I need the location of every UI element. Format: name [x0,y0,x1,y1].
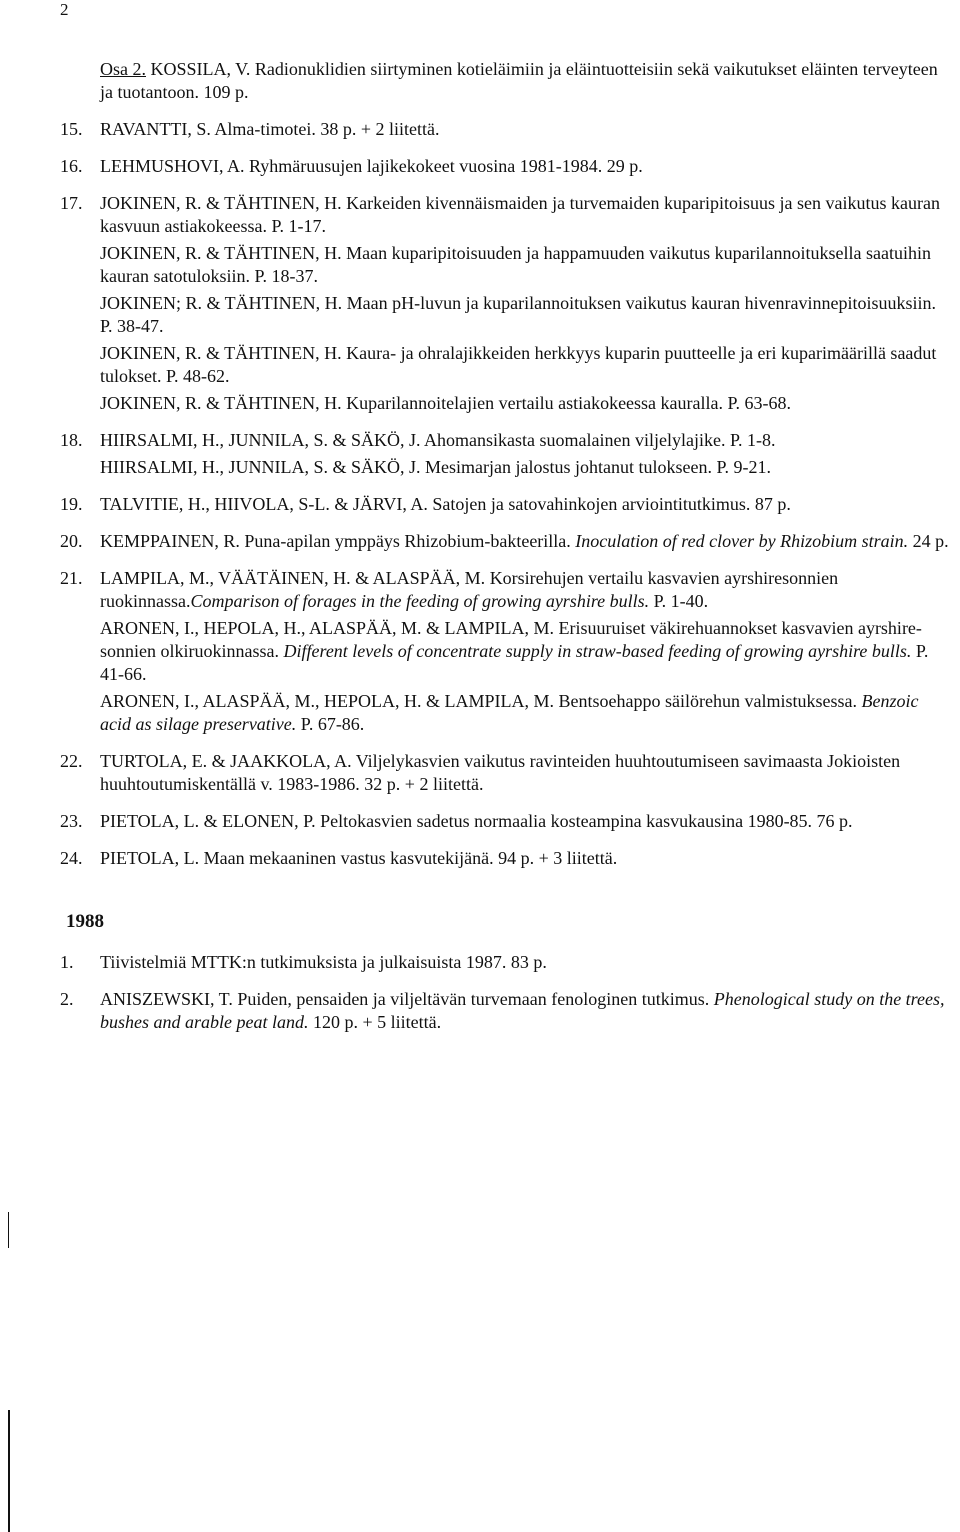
entry-number: 21. [60,568,83,588]
citation-authors: KOSSILA, V. [150,59,251,79]
citation-english-title: Inoculation of red clover by Rhizobium strain. [575,531,909,551]
publication-entry [60,810,950,833]
citation [100,951,950,974]
citation-text: Puna-apilan ymppäys Rhizobium-bakteerilla. [239,531,576,551]
citation-text: Viljelykasvien vaikutus ravinteiden huuhtoutumiseen savimaasta Jokioisten huuhtoutumiskentällä v. 1983-1986. 32 p. + 2 liitettä. [100,751,901,794]
entry-number: 1. [60,952,74,972]
citation [100,847,950,870]
citation-authors: HIIRSALMI, H., JUNNILA, S. & SÄKÖ, J. [100,430,421,450]
citation [100,530,950,553]
citation-authors: HIIRSALMI, H., JUNNILA, S. & SÄKÖ, J. [100,457,421,477]
citation-authors: PIETOLA, L. [100,848,200,868]
entry-body [100,567,950,736]
entry-number: 24. [60,848,83,868]
entry-number: 22. [60,751,83,771]
citation [100,690,950,736]
citation-authors: JOKINEN, R. & TÄHTINEN, H. [100,243,342,263]
citation-text: Korsirehujen vertailu kasvavien ayrshiresonnien ruokinnassa. [100,568,839,611]
publication-list-1987 [60,58,950,870]
publication-entry [60,192,950,415]
citation-authors: TALVITIE, H., HIIVOLA, S-L. & JÄRVI, A. [100,494,428,514]
citation-text: Ryhmäruusujen lajikekokeet vuosina 1981-1984. 29 p. [244,156,643,176]
entry-number: 2. [60,989,74,1009]
citation-authors: PIETOLA, L. & ELONEN, P. [100,811,316,831]
publication-entry [60,988,950,1034]
entry-body [100,493,950,516]
citation [100,810,950,833]
citation [100,988,950,1034]
citation-text: Kuparilannoitelajien vertailu astiakokeessa kauralla. P. 63-68. [341,393,792,413]
citation-authors: LAMPILA, M., VÄÄTÄINEN, H. & ALASPÄÄ, M. [100,568,486,588]
entry-number: 15. [60,119,83,139]
citation-english-title: Different levels of concentrate supply in straw-based feeding of growing ayrshire bulls. [283,641,912,661]
citation-authors: TURTOLA, E. & JAAKKOLA, A. [100,751,352,771]
citation-text: Peltokasvien sadetus normaalia kosteampina kasvukausina 1980-85. 76 p. [315,811,853,831]
citation [100,342,950,388]
citation-text: Erisuuruiset väkirehuannokset kasvavien ayrshire-sonnien olkiruokinnassa. [100,618,922,661]
entry-body [100,118,950,141]
publication-entry [60,847,950,870]
citation-text: Puiden, pensaiden ja viljeltävän turvemaan fenologinen tutkimus. [232,989,714,1009]
entry-number: 17. [60,193,83,213]
citation-text: 120 p. + 5 liitettä. [308,1012,442,1032]
publication-entry [60,530,950,553]
entry-number: 20. [60,531,83,551]
publication-entry [60,951,950,974]
citation-text: Tiivistelmiä MTTK:n tutkimuksista ja julkaisuista 1987. 83 p. [100,952,547,972]
citation-text: Maan kuparipitoisuuden ja happamuuden vaikutus kuparilannoituksella saatuihin kauran satotuloksiin. P. 18-37. [100,243,932,286]
publication-entry [60,567,950,736]
citation [100,292,950,338]
entry-body [100,750,950,796]
citation-authors: JOKINEN, R. & TÄHTINEN, H. [100,193,342,213]
citation [100,392,950,415]
citation [100,429,950,452]
entry-number: 23. [60,811,83,831]
citation-part-label: Osa 2. [100,59,146,79]
page-number: 2 [60,0,69,19]
citation-authors: ARONEN, I., ALASPÄÄ, M., HEPOLA, H. & LAMPILA, M. [100,691,555,711]
citation-text: P. 1-40. [649,591,709,611]
publication-list-1988 [60,951,950,1034]
entry-body [100,192,950,415]
publication-entry [60,493,950,516]
citation-authors: ANISZEWSKI, T. [100,989,233,1009]
citation-authors: JOKINEN, R. & TÄHTINEN, H. [100,393,342,413]
citation-text: Mesimarjan jalostus johtanut tulokseen. P. 9-21. [420,457,771,477]
entry-number: 19. [60,494,83,514]
citation [100,456,950,479]
year-heading: 1988 [66,911,104,932]
entry-body [100,58,950,104]
citation [100,118,950,141]
citation-text: Radionuklidien siirtyminen kotieläimiin ja eläintuotteisiin sekä vaikutukset eläinten terveyteen ja tuotantoon. 109 p. [100,59,938,102]
publication-list [60,58,950,1048]
publication-entry [60,155,950,178]
citation [100,750,950,796]
scan-margin-bar [8,1410,10,1532]
citation-authors: LEHMUSHOVI, A. [100,156,245,176]
entry-body [100,951,950,974]
citation-authors: JOKINEN; R. & TÄHTINEN, H. [100,293,343,313]
publication-entry [60,58,950,104]
citation-english-title: Comparison of forages in the feeding of growing ayrshire bulls. [190,591,650,611]
citation-authors: ARONEN, I., HEPOLA, H., ALASPÄÄ, M. & LAMPILA, M. [100,618,555,638]
entry-body [100,530,950,553]
citation-text: Kaura- ja ohralajikkeiden herkkyys kuparin puutteelle ja eri kuparimäärillä saadut tulokset. P. 48-62. [100,343,937,386]
entry-number [60,58,100,104]
publication-entry [60,118,950,141]
entry-body [100,810,950,833]
citation-text: 24 p. [908,531,949,551]
citation [100,58,950,104]
citation-text: Bentsoehappo säilörehun valmistuksessa. [554,691,862,711]
citation-authors: JOKINEN, R. & TÄHTINEN, H. [100,343,342,363]
entry-number: 18. [60,430,83,450]
entry-body [100,155,950,178]
publication-entry [60,429,950,479]
citation [100,242,950,288]
entry-body [100,429,950,479]
scan-margin-mark [8,1212,9,1248]
citation-authors: RAVANTTI, S. [100,119,211,139]
citation [100,617,950,686]
entry-body [100,988,950,1034]
citation [100,192,950,238]
citation [100,155,950,178]
citation-text: Alma-timotei. 38 p. + 2 liitettä. [210,119,440,139]
citation [100,567,950,613]
citation-text: Maan pH-luvun ja kuparilannoituksen vaikutus kauran hivenravinnepitoisuuksiin. P. 38-47. [100,293,937,336]
entry-number: 16. [60,156,83,176]
citation [100,493,950,516]
citation-text: P. 41-66. [100,641,929,684]
citation-english-title: Benzoic acid as silage preservative. [100,691,919,734]
citation-authors: KEMPPAINEN, R. [100,531,240,551]
citation-text: Maan mekaaninen vastus kasvutekijänä. 94 p. + 3 liitettä. [199,848,618,868]
citation-text: Karkeiden kivennäismaiden ja turvemaiden kuparipitoisuus ja sen vaikutus kauran kasvuun astiakokeessa. P. 1-17. [100,193,940,236]
citation-text: Ahomansikasta suomalainen viljelylajike. P. 1-8. [420,430,776,450]
citation-english-title: Phenological study on the trees, bushes and arable peat land. [100,989,945,1032]
citation-text: P. 67-86. [296,714,365,734]
citation-text: Satojen ja satovahinkojen arviointitutkimus. 87 p. [427,494,791,514]
publication-entry [60,750,950,796]
entry-body [100,847,950,870]
